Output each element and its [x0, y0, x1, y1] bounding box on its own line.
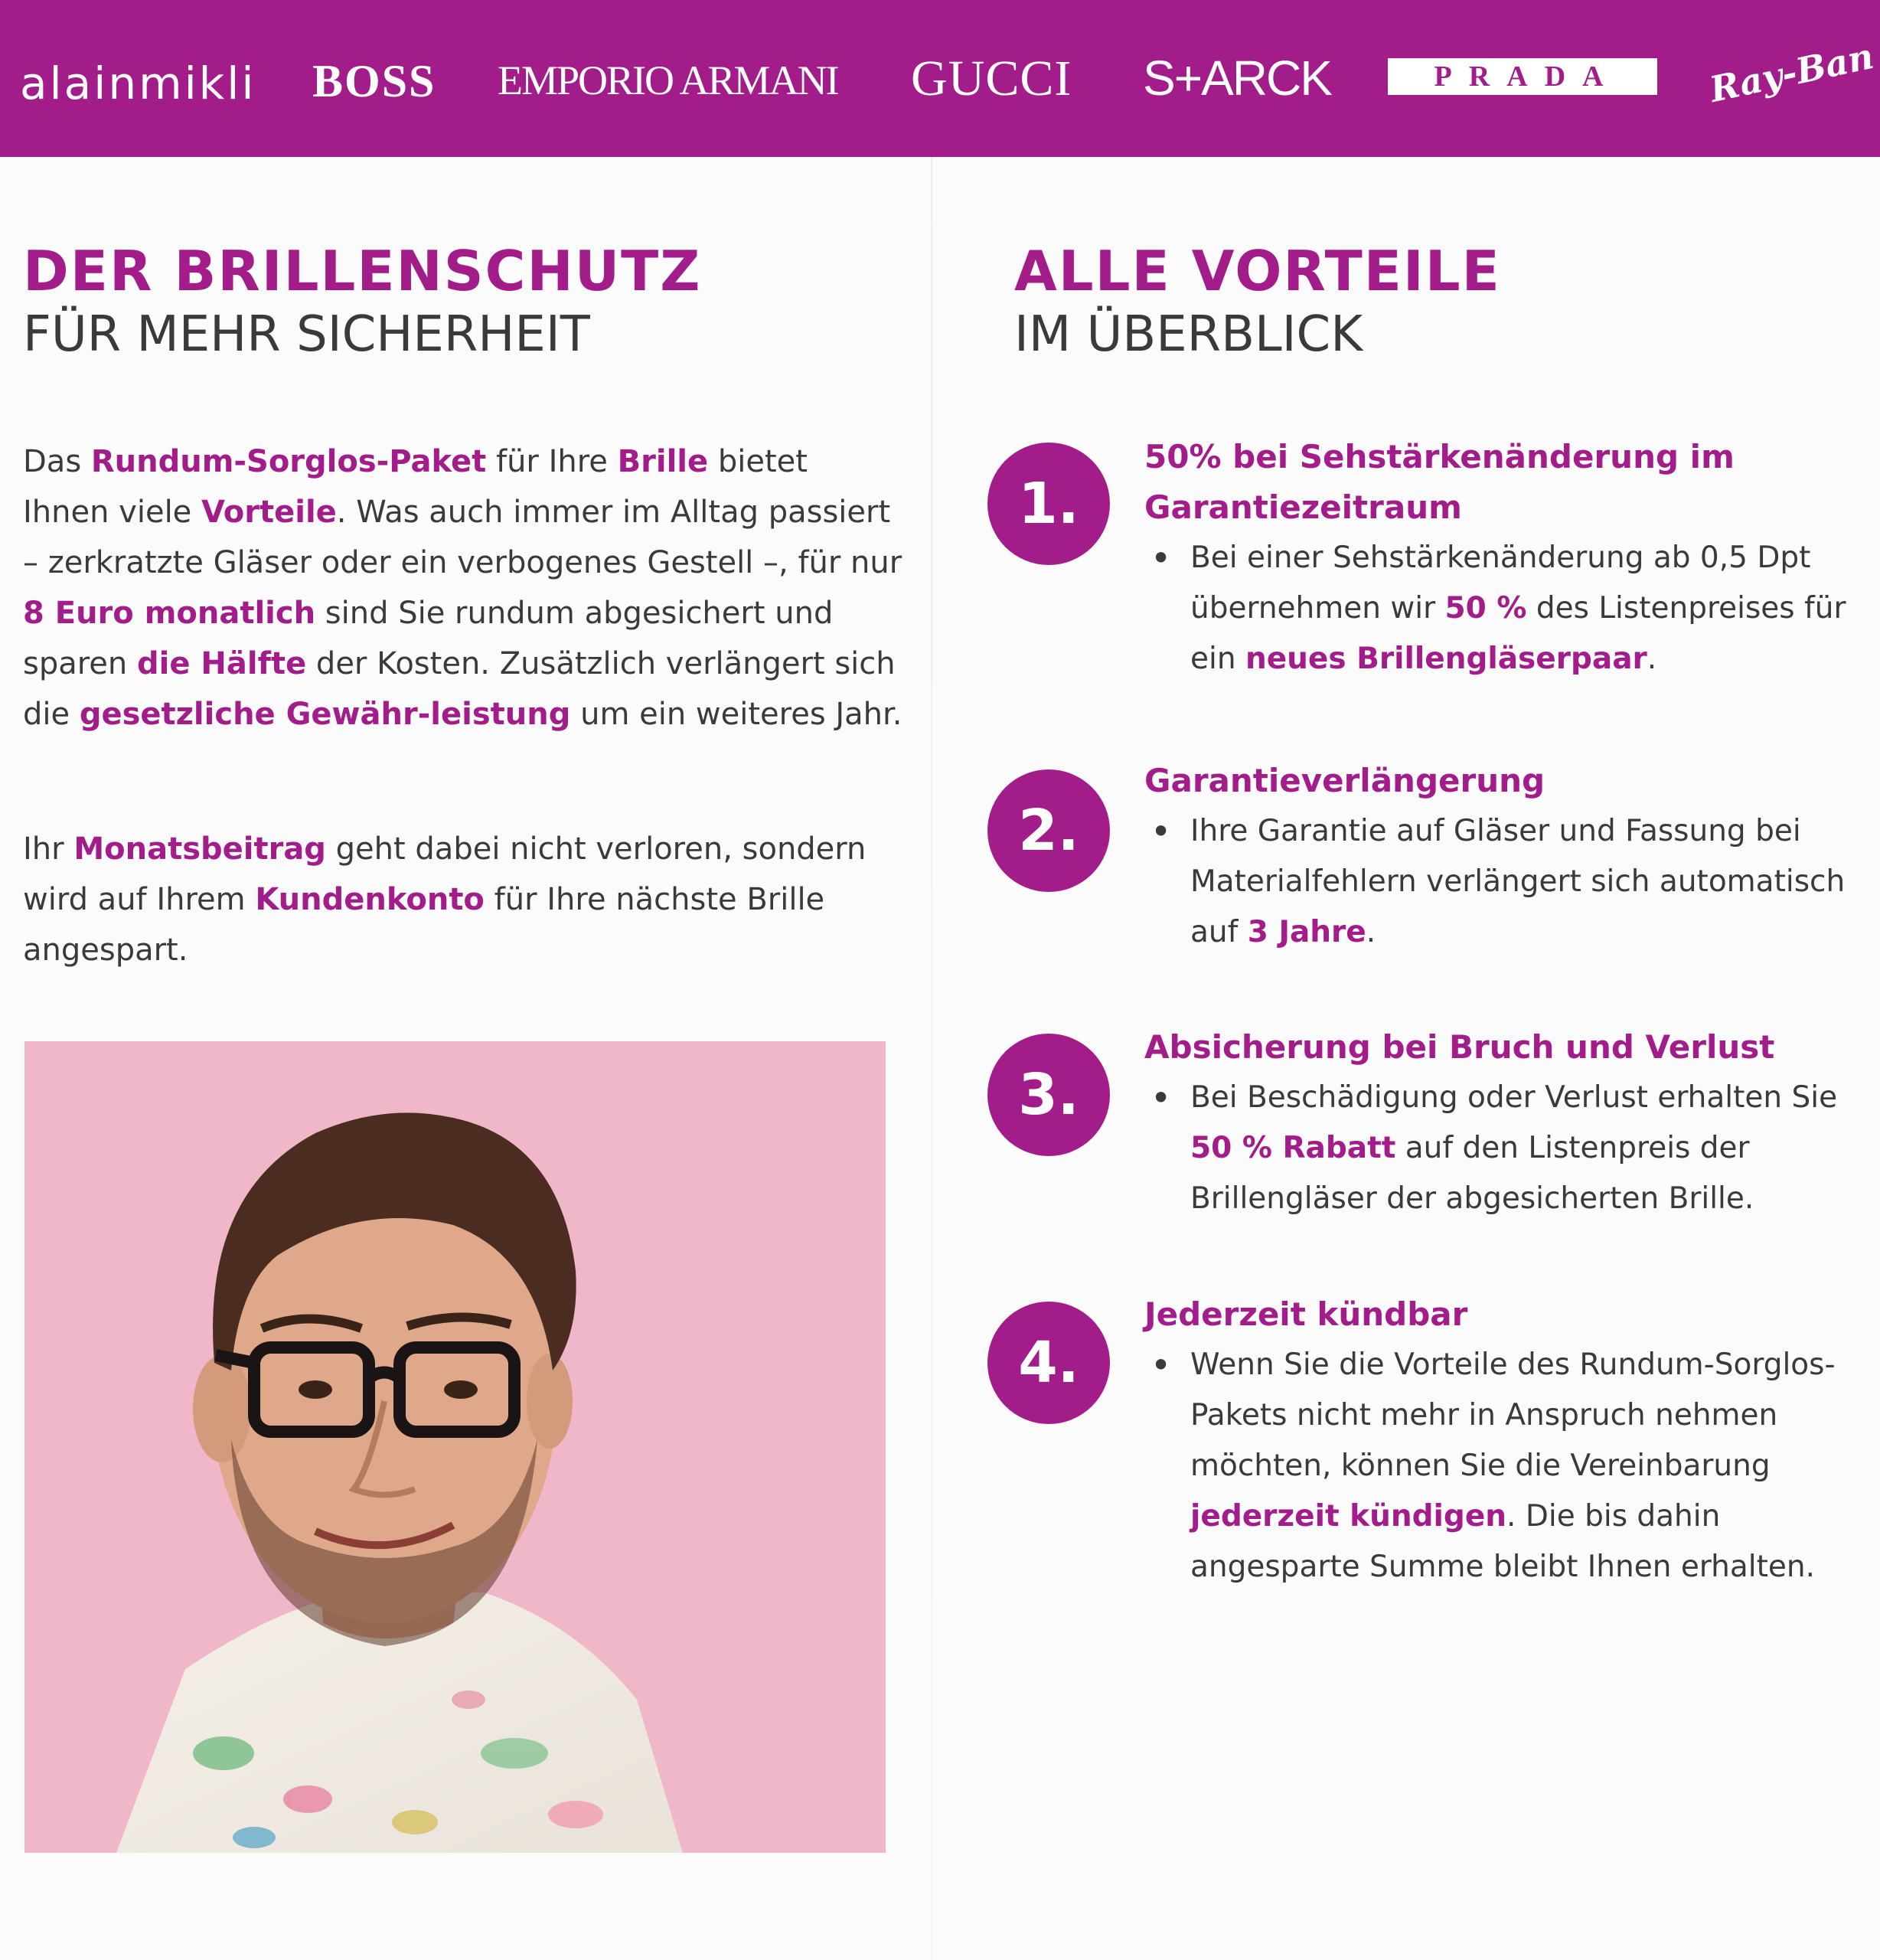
benefit-description [1144, 806, 1872, 958]
benefit-title: Absicherung bei Bruch und Verlust [1144, 1028, 1775, 1066]
highlight-text: gesetzliche Gewähr-leistung [79, 697, 571, 732]
right-title: ALLE VORTEILE [1014, 239, 1501, 303]
body-text-run: . Was auch immer im Alltag passiert – zerkratzte Gläser oder ein verbogenes Gestell –, für nur [23, 495, 902, 580]
benefit-description [1144, 1073, 1872, 1224]
highlight-text: Vorteile [201, 495, 337, 530]
brand-banner [0, 0, 1880, 157]
body-text-run: um ein weiteres Jahr. [570, 697, 902, 732]
highlight-text: 50 % [1444, 591, 1527, 626]
brand-logo-boss: BOSS [312, 56, 436, 106]
body-text-run: sind Sie rundum abgesichert und sparen [23, 596, 834, 681]
body-text-run: für Ihre [486, 444, 618, 479]
benefit-number-badge: 4. [987, 1302, 1110, 1424]
body-text-run: Bei Beschädigung oder Verlust erhalten Sie [1190, 1080, 1838, 1115]
body-text-run: . [1366, 915, 1376, 949]
body-text-run: Ihr [23, 831, 74, 867]
fold-line [931, 157, 932, 1960]
highlight-text: 50 % Rabatt [1190, 1131, 1396, 1165]
benefit-title: Jederzeit kündbar [1144, 1295, 1468, 1333]
benefit-number-badge: 3. [987, 1034, 1110, 1156]
highlight-text: 8 Euro monatlich [23, 596, 316, 631]
body-text-run: der Kosten. Zusätzlich verlängert sich die [23, 646, 896, 732]
benefit-title: Garantieverlängerung [1144, 762, 1545, 799]
photo-man-with-glasses [24, 1041, 886, 1853]
benefit-description-text [1190, 541, 1846, 676]
bullet-icon: • [1151, 1077, 1172, 1119]
body-text-run: geht dabei nicht verloren, sondern wird auf Ihrem [23, 831, 867, 917]
right-subtitle: IM ÜBERBLICK [1014, 306, 1363, 363]
account-paragraph [23, 824, 903, 975]
highlight-text: 3 Jahre [1247, 915, 1366, 949]
benefit-title: 50% bei Sehstärkenänderung im Garantiezeitraum [1144, 438, 1735, 526]
benefit-number-badge: 2. [987, 769, 1110, 892]
intro-paragraph [23, 436, 903, 740]
left-subtitle: FÜR MEHR SICHERHEIT [23, 306, 590, 363]
highlight-text: Kundenkonto [255, 882, 485, 917]
highlight-text: Brille [617, 444, 709, 479]
brand-logo-starck: S+ARCK [1143, 51, 1331, 106]
benefit-description-text [1190, 1348, 1836, 1584]
body-text-run: Ihre Garantie auf Gläser und Fassung bei Materialfehlern verlängert sich automatisch auf [1190, 814, 1846, 949]
bullet-icon: • [1151, 811, 1172, 852]
highlight-text: neues Brillengläserpaar [1245, 642, 1647, 676]
body-text-run: Das [23, 444, 91, 479]
body-text-run: für Ihre nächste Brille angespart. [23, 882, 825, 968]
body-text-run: Bei einer Sehstärkenänderung ab 0,5 Dpt übernehmen wir [1190, 541, 1811, 626]
highlight-text: Monatsbeitrag [73, 831, 326, 867]
brand-logo-ray-ban: Ray-Ban [1705, 35, 1878, 110]
benefit-description-text [1190, 814, 1845, 949]
body-text-run: Wenn Sie die Vorteile des Rundum-Sorglos-Pakets nicht mehr in Anspruch nehmen möchten, können Sie die Vereinbarung [1190, 1348, 1836, 1483]
benefit-description-text [1190, 1080, 1837, 1216]
highlight-text: die Hälfte [136, 646, 307, 681]
highlight-text: Rundum-Sorglos-Paket [90, 444, 487, 479]
bullet-icon: • [1151, 537, 1172, 579]
highlight-text: jederzeit kündigen [1190, 1499, 1507, 1534]
brand-logo-gucci: GUCCI [911, 51, 1072, 106]
man-with-glasses-icon [24, 1041, 886, 1853]
left-title: DER BRILLENSCHUTZ [23, 239, 702, 303]
brand-logo-emporio-armani: EMPORIO ARMANI [498, 57, 838, 103]
benefit-number-badge: 1. [987, 443, 1110, 565]
brand-logo-alain-mikli: alainmikli [20, 57, 256, 109]
benefit-description [1144, 533, 1872, 684]
body-text-run: des Listenpreises für ein [1190, 591, 1846, 676]
benefit-description [1144, 1340, 1872, 1592]
brand-logo-prada: PRADA [1388, 58, 1657, 95]
bullet-icon: • [1151, 1344, 1172, 1386]
body-text-run: bietet Ihnen viele [23, 444, 808, 530]
body-text-run: . Die bis dahin angesparte Summe bleibt Ihnen erhalten. [1190, 1499, 1816, 1584]
body-text-run: . [1647, 642, 1657, 676]
body-text-run: auf den Listenpreis der Brillengläser der abgesicherten Brille. [1190, 1131, 1754, 1216]
